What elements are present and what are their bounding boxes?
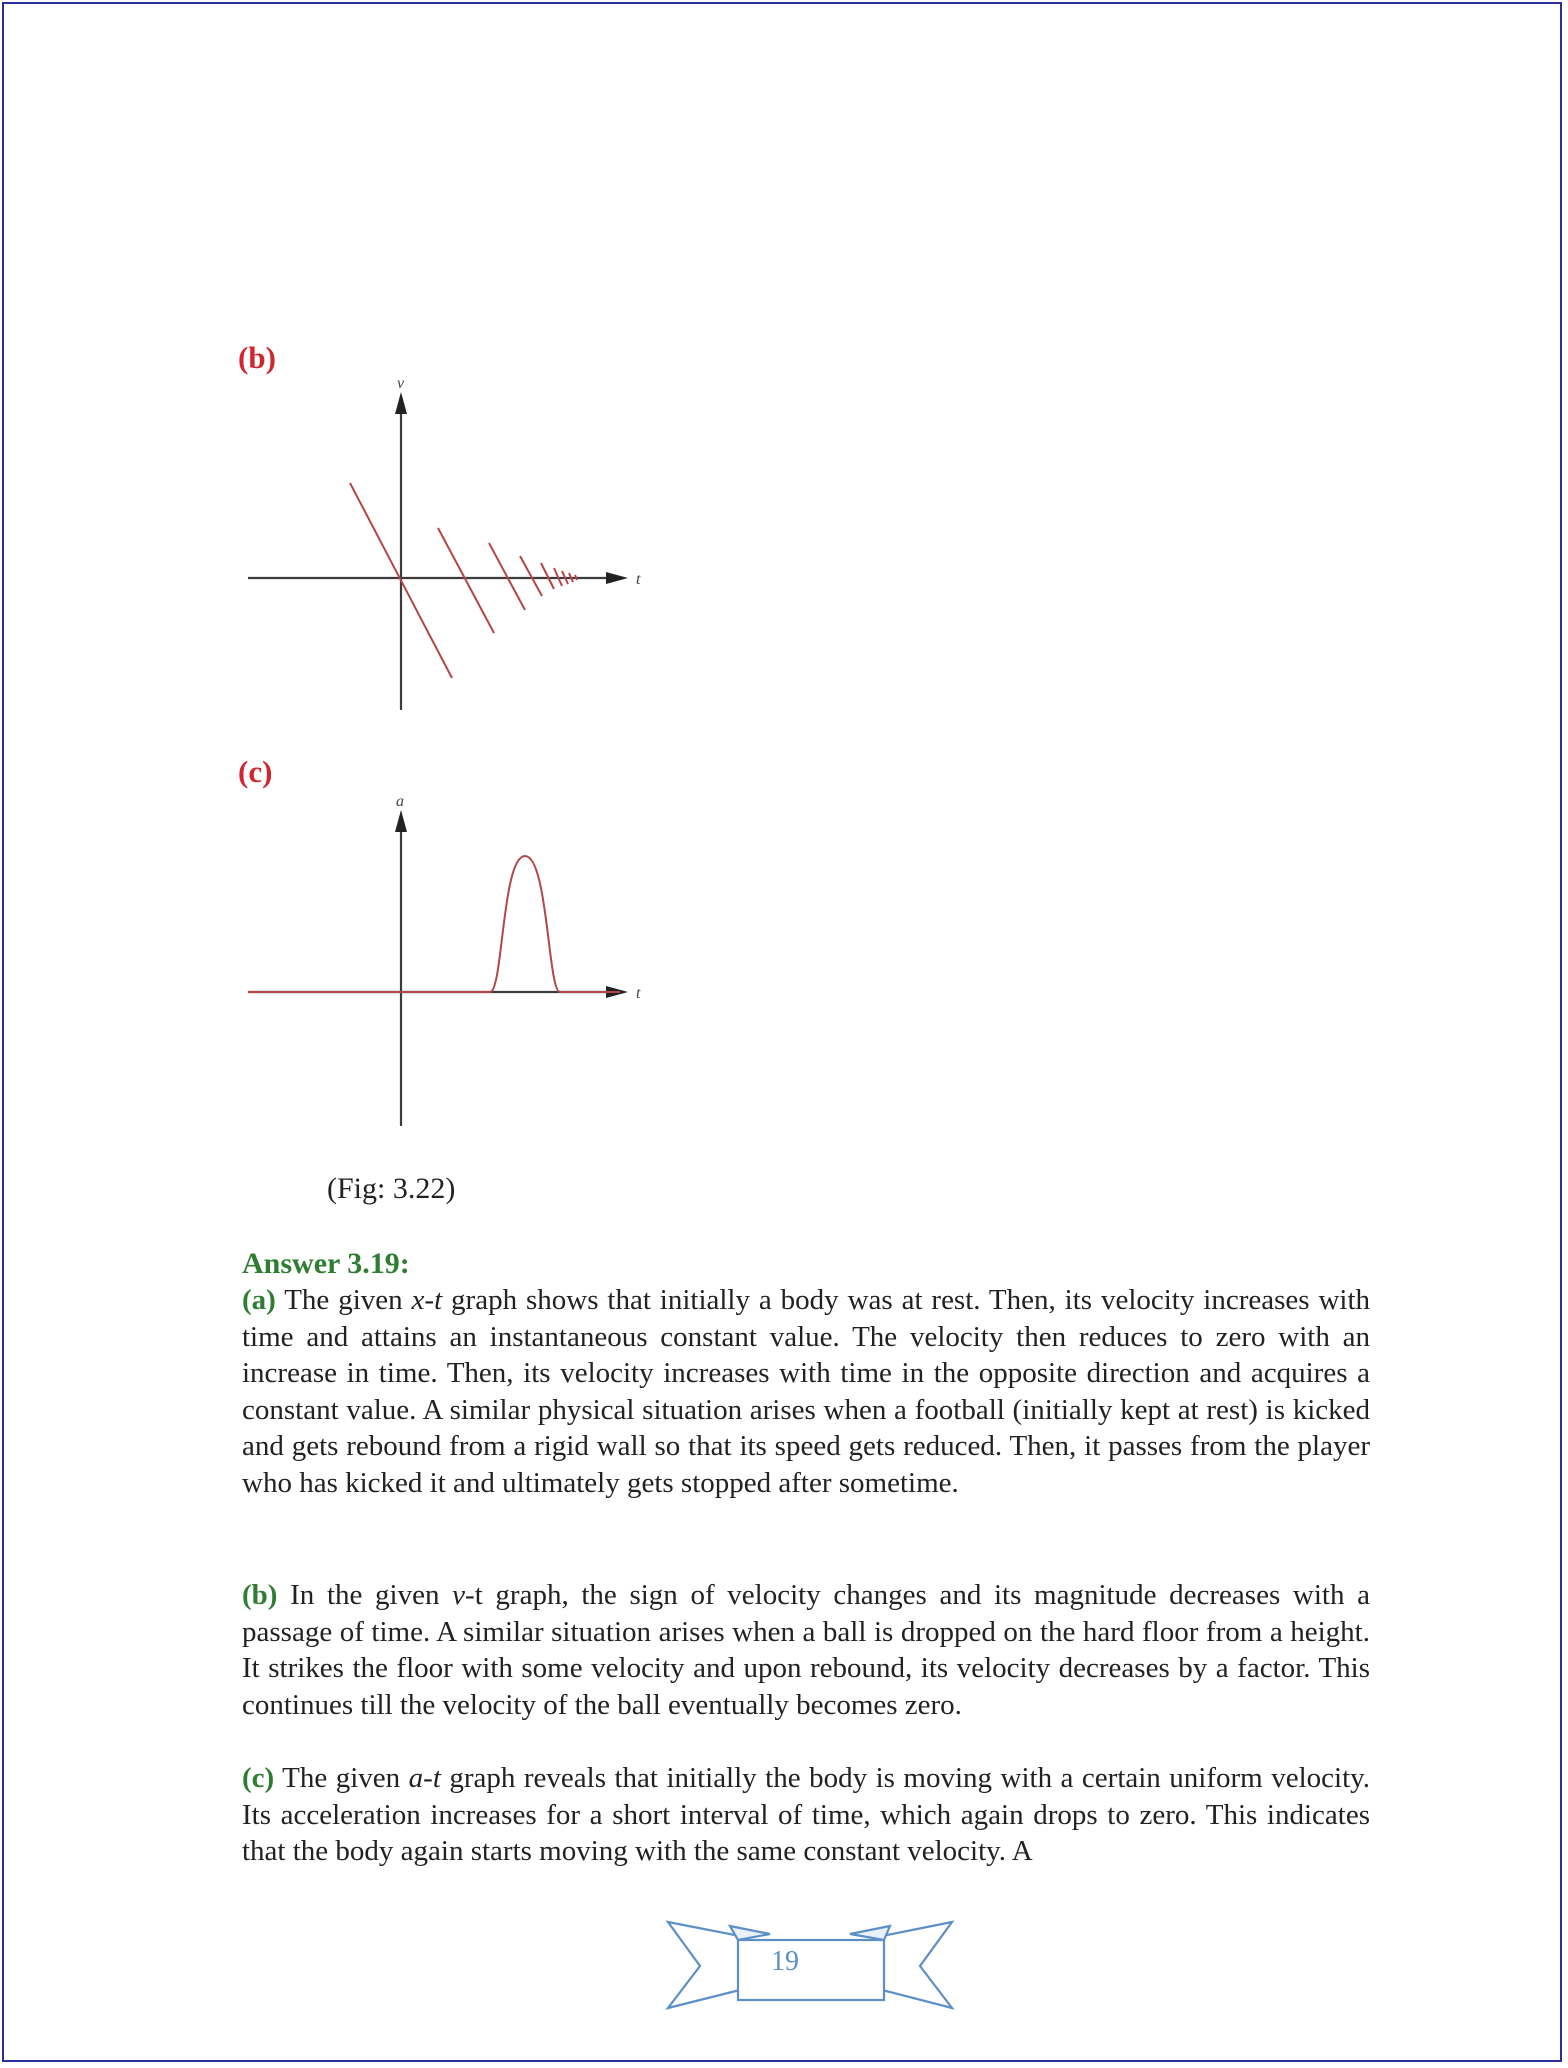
paragraph-a-pre: The given [284, 1284, 412, 1316]
figure-b-label: (b) [238, 340, 276, 375]
figure-c-label: (c) [238, 754, 273, 789]
t-axis-label: t [636, 571, 641, 588]
v-segment-5 [541, 563, 554, 589]
paragraph-c-pre: The given [282, 1762, 409, 1794]
figure-caption: (Fig: 3.22) [327, 1172, 456, 1205]
ribbon-fold-right [850, 1926, 890, 1940]
v-segment-9 [575, 575, 577, 580]
a-axis-arrow [395, 810, 407, 832]
answer-paragraph-c [242, 1760, 1370, 1870]
acceleration-pulse [248, 856, 620, 992]
paragraph-b-pre: In the given [290, 1579, 453, 1611]
paragraph-tag-b: (b) [242, 1579, 278, 1611]
paragraph-tag-c: (c) [242, 1762, 275, 1794]
page-border [2, 2, 1562, 2062]
answer-paragraph-a [242, 1282, 1370, 1502]
paragraph-c-post: graph reveals that initially the body is moving with a certain uniform velocity. Its acceleration increases for a short interval of time, which again drops to zero. This indicates that the body again starts moving with the same constant velocity. A [242, 1762, 1370, 1868]
ribbon-right-tail [882, 1922, 952, 2008]
paragraph-a-em: x-t [411, 1284, 443, 1316]
paragraph-b-em: v [452, 1579, 466, 1611]
v-segment-2 [438, 528, 494, 633]
ribbon-left-tail [668, 1922, 740, 2008]
answer-paragraph-b [242, 1577, 1370, 1723]
answer-heading: Answer 3.19: [242, 1247, 410, 1280]
v-segment-4 [520, 556, 542, 596]
a-axis-label: a [396, 793, 404, 810]
ribbon-fold-left [730, 1926, 770, 1940]
paragraph-a-post: graph shows that initially a body was at rest. Then, its velocity increases with time and attains an instantaneous constant value. The velocity then reduces to zero with an increase in time. Then, its velocity increases with time in the opposite direction and acquires a constant value. A similar physical situation arises when a football (initially kept at rest) is kicked and gets rebound from a rigid wall so that its speed gets reduced. Then, it passes from the player who has kicked it and ultimately gets stopped after sometime. [242, 1284, 1370, 1499]
v-axis-label: v [397, 375, 405, 392]
v-segment-3 [489, 543, 525, 610]
paragraph-tag-a: (a) [242, 1284, 276, 1316]
t-axis-arrow [606, 572, 628, 584]
v-axis-arrow [395, 392, 407, 414]
page-number: 19 [771, 1946, 799, 1977]
paragraph-c-em: a-t [408, 1762, 441, 1794]
paragraph-b-post: -t graph, the sign of velocity changes and its magnitude decreases with a passage of time. A similar situation arises when a ball is dropped on the hard floor from a height. It strikes the floor with some velocity and upon rebound, its velocity decreases by a factor. This continues till the velocity of the ball eventually becomes zero. [242, 1579, 1370, 1721]
acceleration-time-graph [240, 793, 660, 1136]
velocity-time-graph [240, 375, 660, 720]
t-axis-label: t [636, 985, 641, 1002]
